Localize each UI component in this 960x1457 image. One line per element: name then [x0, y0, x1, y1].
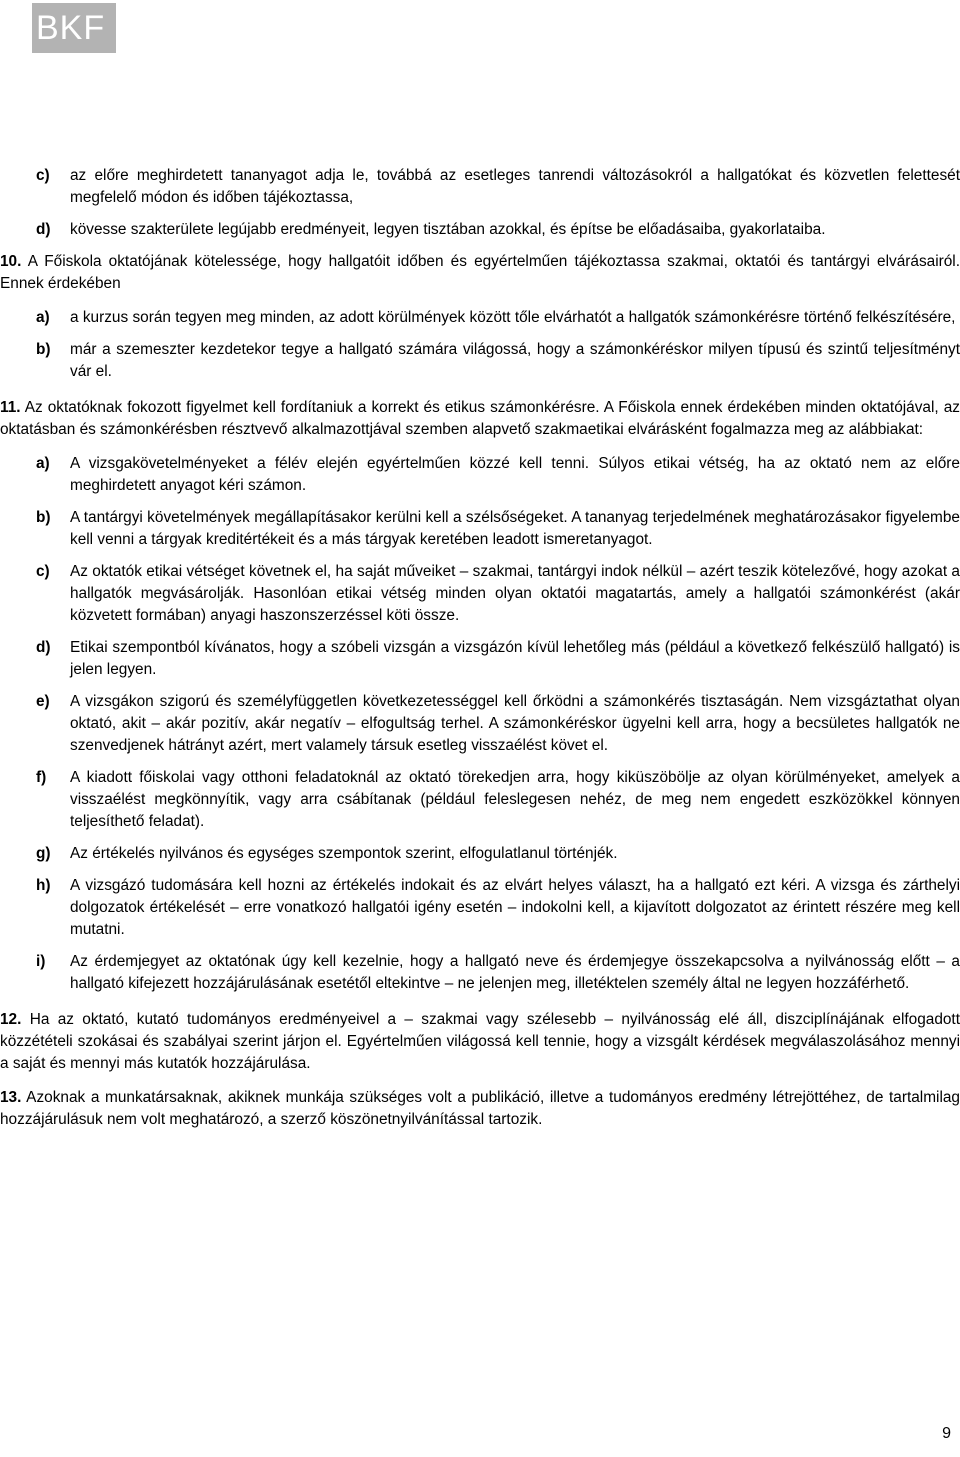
- list-item: [0, 691, 960, 757]
- page-number: 9: [942, 1425, 951, 1442]
- list-item: [0, 637, 960, 681]
- logo-text: BKF: [36, 9, 106, 47]
- item-label: d): [36, 639, 51, 656]
- item-text: A tantárgyi követelmények megállapításakor kerülni kell a szélsőségeket. A tananyag terjedelmének meghatározásakor figyelembe kell venni a tárgyak kreditértékeit és a más tárgyak keretében leadott ismeretanyagot.: [70, 509, 960, 548]
- item-text: kövesse szakterülete legújabb eredményeit, legyen tisztában azokkal, és építse be előadásaiba, gyakorlataiba.: [70, 221, 826, 238]
- list-item: [0, 165, 960, 209]
- paragraph-text: Ha az oktató, kutató tudományos eredményeivel a – szakmai vagy szélesebb – nyilvánosság elé áll, diszciplínájának elfogadott közzétételi szokásai és szabályai szerint járjon el. Egyértelműen világossá kell tennie, hogy a vizsgált kérdések megválaszolásához mennyi a saját és mennyi más kutatók hozzájárulása.: [0, 1011, 960, 1072]
- list-item: [0, 561, 960, 627]
- bkf-logo: [32, 3, 116, 53]
- item-text: A vizsgakövetelményeket a félév elején egyértelműen közzé kell tenni. Súlyos etikai vétség, ha az oktató nem az előre meghirdetett anyagot kéri számon.: [70, 455, 960, 494]
- paragraph-number: 12.: [0, 1011, 22, 1028]
- item-label: d): [36, 221, 51, 238]
- item-text: Az értékelés nyilvános és egységes szempontok szerint, elfogulatlanul történjék.: [70, 845, 618, 862]
- item-label: c): [36, 563, 50, 580]
- paragraph-text: A Főiskola oktatójának kötelessége, hogy hallgatóit időben és egyértelműen tájékoztassa szakmai, oktatói és tantárgyi elvárásairól. Ennek érdekében: [0, 253, 960, 292]
- item-label: a): [36, 309, 50, 326]
- item-text: A kiadott főiskolai vagy otthoni feladatoknál az oktató törekedjen arra, hogy kiküszöbölje az olyan körülményeket, amelyek a visszaélést megkönnyítik, vagy arra csábítanak (például feleslegesen nehéz, de meg nem engedett eszközökkel könnyen teljesíthető feladat).: [70, 769, 960, 830]
- item-text: Az érdemjegyet az oktatónak úgy kell kezelnie, hogy a hallgató neve és érdemjegye összekapcsolva a nyilvánosság előtt – a hallgató kifejezett hozzájárulásának esetétől eltekintve – ne jelenjen meg, illetéktelen személy által ne legyen hozzáférhető.: [70, 953, 960, 992]
- list-item: [0, 307, 960, 329]
- paragraph-number: 10.: [0, 253, 22, 270]
- list-item: [0, 951, 960, 995]
- item-label: b): [36, 341, 51, 358]
- item-label: i): [36, 953, 46, 970]
- item-text: Az oktatók etikai vétséget követnek el, ha saját műveiket – szakmai, tantárgyi indok nélkül – azért teszik kötelezővé, hogy azokat a hallgatók megvásárolják. Hasonlóan etikai vétség minden olyan oktatói magatartás, amely a hallgatói számonkérést (akár közvetett formában) anyagi haszonszerzéssel köti össze.: [70, 563, 960, 624]
- item-label: h): [36, 877, 51, 894]
- item-text: A vizsgákon szigorú és személyfüggetlen következetességgel kell őrködni a számonkérés tisztaságán. Nem vizsgáztathat olyan oktató, akit – akár pozitív, akár negatív – elfogultság terhel. A számonkéréskor ügyelni kell arra, hogy a becsületes hallgatók ne szenvedjenek hátrányt azért, mert valamely társuk esetleg visszaélést követ el.: [70, 693, 960, 754]
- paragraph-number: 11.: [0, 399, 21, 416]
- paragraph-10: [0, 251, 960, 295]
- list-item: [0, 767, 960, 833]
- paragraph-number: 13.: [0, 1089, 22, 1106]
- item-text: az előre meghirdetett tananyagot adja le, továbbá az esetleges tanrendi változásokról a hallgatókat és közvetlen felettesét megfelelő módon és időben tájékoztassa,: [70, 167, 960, 206]
- paragraph-11: [0, 397, 960, 441]
- item-label: b): [36, 509, 51, 526]
- item-text: már a szemeszter kezdetekor tegye a hallgató számára világossá, hogy a számonkéréskor milyen típusú és szintű teljesítményt vár el.: [70, 341, 960, 380]
- paragraph-13: [0, 1087, 960, 1131]
- item-label: c): [36, 167, 50, 184]
- list-item: [0, 453, 960, 497]
- paragraph-text: Azoknak a munkatársaknak, akiknek munkája szükséges volt a publikáció, illetve a tudományos eredmény létrejöttéhez, de tartalmilag hozzájárulásuk nem volt meghatározó, a szerző köszönetnyilvánítással tartozik.: [0, 1089, 960, 1128]
- item-text: A vizsgázó tudomására kell hozni az értékelés indokait és az elvárt helyes választ, ha a hallgató ezt kéri. A vizsga és zárthelyi dolgozatok értékelését – erre vonatkozó hallgatói igény esetén – indokolni kell, a kijavított dolgozatot az érintett részére meg kell mutatni.: [70, 877, 960, 938]
- item-label: a): [36, 455, 50, 472]
- document-body: [0, 165, 960, 1143]
- list-item: [0, 219, 960, 241]
- paragraph-text: Az oktatóknak fokozott figyelmet kell fordítaniuk a korrekt és etikus számonkérésre. A Főiskola ennek érdekében minden oktatójával, az oktatásban és számonkérésben résztvevő alkalmazottjával szemben alapvető szakmaetikai elvárásként fogalmazza meg az alábbiakat:: [0, 399, 960, 438]
- item-label: g): [36, 845, 51, 862]
- item-text: a kurzus során tegyen meg minden, az adott körülmények között tőle elvárhatót a hallgatók számonkérésre történő felkészítésére,: [70, 309, 956, 326]
- item-label: f): [36, 769, 47, 786]
- paragraph-12: [0, 1009, 960, 1075]
- list-item: [0, 843, 960, 865]
- item-text: Etikai szempontból kívánatos, hogy a szóbeli vizsgán a vizsgázón kívül lehetőleg más (például a következő felkészülő hallgató) is jelen legyen.: [70, 639, 960, 678]
- item-label: e): [36, 693, 50, 710]
- list-item: [0, 507, 960, 551]
- list-item: [0, 339, 960, 383]
- list-item: [0, 875, 960, 941]
